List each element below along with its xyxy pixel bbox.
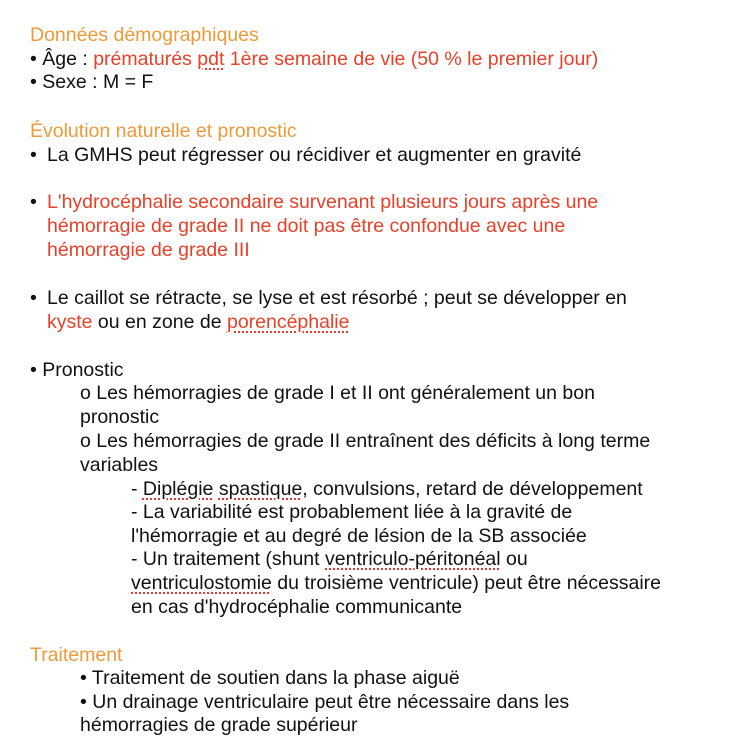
- traitement-item-1: • Traitement de soutien dans la phase aiguë: [80, 667, 460, 689]
- spastique-term: spastique: [218, 478, 303, 500]
- traitement-item-2-line-1: • Un drainage ventriculaire peut être nécessaire dans les: [80, 691, 570, 713]
- ventriculostomie-term: ventriculostomie: [131, 572, 272, 594]
- evolution-bullet-2-line-3: hémorragie de grade III: [47, 239, 250, 261]
- evolution-bullet-3-marker: •: [30, 287, 37, 309]
- evolution-bullet-1: La GMHS peut régresser ou récidiver et augmenter en gravité: [47, 144, 582, 166]
- evolution-bullet-2-line-2: hémorragie de grade II ne doit pas être confondue avec une: [47, 215, 566, 237]
- evolution-bullet-2-line-1: L'hydrocéphalie secondaire survenant plusieurs jours après une: [47, 191, 599, 213]
- kyste-term: kyste: [47, 311, 93, 333]
- evolution-bullet-1-marker: •: [30, 144, 37, 166]
- age-line: [30, 47, 598, 71]
- pronostic-detail-2-line-1: - La variabilité est probablement liée à la gravité de: [131, 501, 573, 523]
- traitement-item-2-line-2: hémorragies de grade supérieur: [80, 714, 358, 736]
- age-label: • Âge :: [30, 48, 94, 70]
- sex-line: • Sexe : M = F: [30, 71, 154, 93]
- detail-3-prefix: - Un traitement (shunt: [131, 548, 325, 570]
- evolution-bullet-2-marker: •: [30, 191, 37, 213]
- detail-1-rest: , convulsions, retard de développement: [302, 478, 643, 500]
- pronostic-detail-3-line-3: en cas d'hydrocéphalie communicante: [131, 596, 463, 618]
- traitement-heading: Traitement: [30, 644, 123, 666]
- pronostic-label: • Pronostic: [30, 359, 124, 381]
- porencephalie-term: porencéphalie: [226, 311, 350, 333]
- demographics-heading: Données démographiques: [30, 24, 259, 46]
- pronostic-sub-2-line-2: variables: [80, 454, 159, 476]
- detail-3-rest: du troisième ventricule) peut être nécessaire: [271, 572, 661, 594]
- pronostic-detail-2-line-2: l'hémorragie et au degré de lésion de la SB associée: [131, 525, 587, 547]
- detail-3-ou: ou: [500, 548, 528, 570]
- evolution-bullet-3-line-2: [47, 310, 349, 334]
- pronostic-detail-3-line-1: [131, 547, 528, 571]
- pronostic-sub-1-line-1: o Les hémorragies de grade I et II ont généralement un bon: [80, 382, 595, 404]
- evolution-heading: Évolution naturelle et pronostic: [30, 120, 297, 142]
- pronostic-sub-1-line-2: pronostic: [80, 406, 160, 428]
- bullet-3-connector: ou en zone de: [92, 311, 227, 333]
- evolution-bullet-3-line-1: Le caillot se rétracte, se lyse et est résorbé ; peut se développer en: [47, 287, 627, 309]
- age-abbrev-pdt: pdt: [197, 48, 225, 70]
- diplegie-term: Diplégie: [142, 478, 214, 500]
- ventriculo-peritoneal-term: ventriculo-péritonéal: [325, 548, 501, 570]
- pronostic-detail-1: [131, 477, 643, 501]
- pronostic-detail-3-line-2: [131, 571, 661, 595]
- age-value-part1: prématurés: [93, 48, 198, 70]
- pronostic-sub-2-line-1: o Les hémorragies de grade II entraînent des déficits à long terme: [80, 430, 651, 452]
- detail-1-dash: -: [131, 478, 143, 500]
- age-value-part2: 1ère semaine de vie (50 % le premier jour): [224, 48, 599, 70]
